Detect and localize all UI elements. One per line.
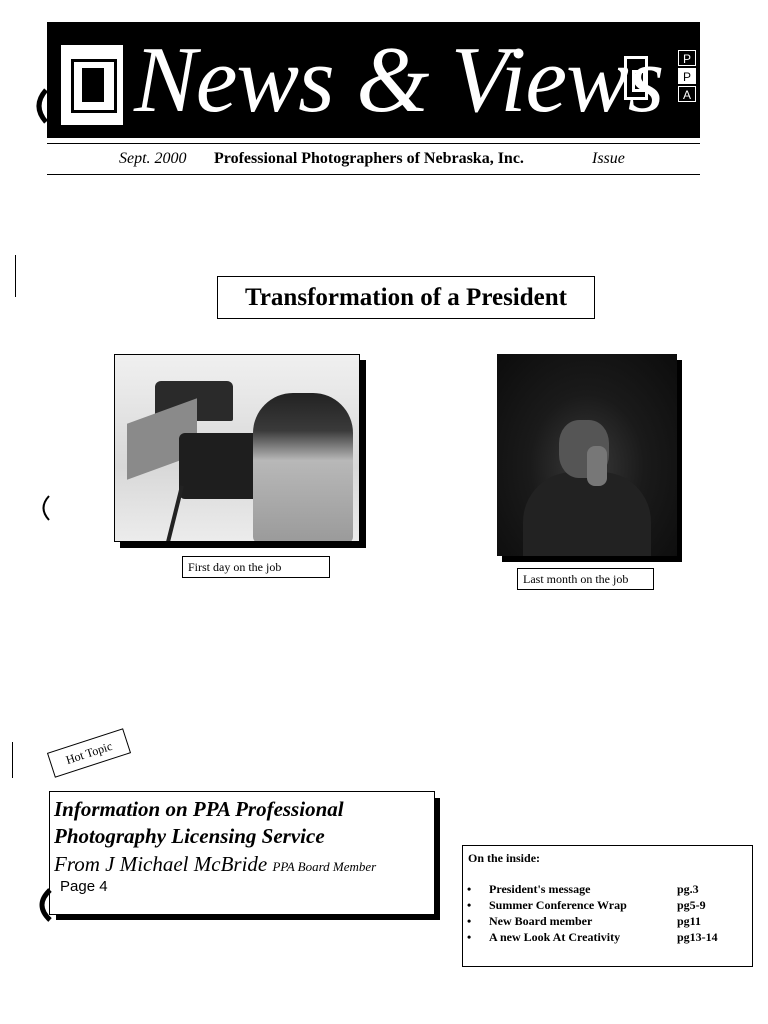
feature-page-reference: Page 4: [60, 878, 108, 895]
ppa-letter: P: [678, 68, 696, 84]
newsletter-title: News & Views: [134, 28, 664, 132]
person-hand-shape: [587, 446, 607, 486]
person-body-shape: [523, 472, 651, 556]
headline: Transformation of a President: [245, 284, 567, 311]
toc-item-text: President's message: [489, 882, 591, 896]
feature-author-role: PPA Board Member: [272, 859, 377, 874]
subhead-top-rule: [47, 143, 700, 144]
hot-topic-tag: Hot Topic: [47, 728, 131, 777]
toc-item-page: pg5-9: [677, 898, 706, 912]
toc-item-text: New Board member: [489, 914, 593, 928]
feature-author: [54, 852, 376, 877]
binding-hole-icon: [32, 888, 54, 922]
bullet-icon: •: [467, 930, 472, 944]
scan-edge-mark: [15, 255, 16, 297]
photo-caption-first: First day on the job: [182, 556, 330, 578]
subhead-bottom-rule: [47, 174, 700, 175]
organization-name: Professional Photographers of Nebraska, Inc.: [214, 150, 524, 167]
toc-item: [467, 897, 737, 913]
photographer-figure: [253, 393, 353, 542]
ppa-seal-logo-icon: [60, 44, 124, 126]
toc-item-text: A new Look At Creativity: [489, 930, 621, 944]
bullet-icon: •: [467, 914, 472, 928]
toc-item: [467, 913, 737, 929]
ppa-letter-logo: [678, 50, 696, 104]
tripod-shape: [166, 485, 184, 542]
camera-icon: [179, 433, 259, 499]
issue-date: Sept. 2000: [119, 150, 187, 167]
toc-item: [467, 929, 737, 945]
photo-last-month: [497, 354, 677, 556]
issue-label: Issue: [592, 150, 625, 167]
feature-title-line2: Photography Licensing Service: [54, 824, 325, 848]
binding-hole-icon: [30, 88, 50, 124]
ppa-square-logo-icon: [624, 56, 648, 100]
scan-edge-mark: [12, 742, 13, 778]
toc-item: [467, 881, 737, 897]
ppa-letter: P: [678, 50, 696, 66]
photo-caption-last: Last month on the job: [517, 568, 654, 590]
toc-item-page: pg11: [677, 914, 702, 928]
bullet-icon: •: [467, 898, 472, 912]
photo-first-day: [114, 354, 360, 542]
toc-item-text: Summer Conference Wrap: [489, 898, 627, 912]
subhead: [47, 146, 700, 172]
toc-item-page: pg.3: [677, 882, 699, 896]
ppa-letter: A: [678, 86, 696, 102]
toc-title: On the inside:: [468, 851, 541, 865]
feature-author-name: From J Michael McBride: [54, 852, 268, 876]
toc-item-page: pg13-14: [677, 930, 718, 944]
binding-hole-icon: [36, 494, 52, 522]
feature-title-line1: Information on PPA Professional: [54, 797, 344, 821]
bullet-icon: •: [467, 882, 472, 896]
